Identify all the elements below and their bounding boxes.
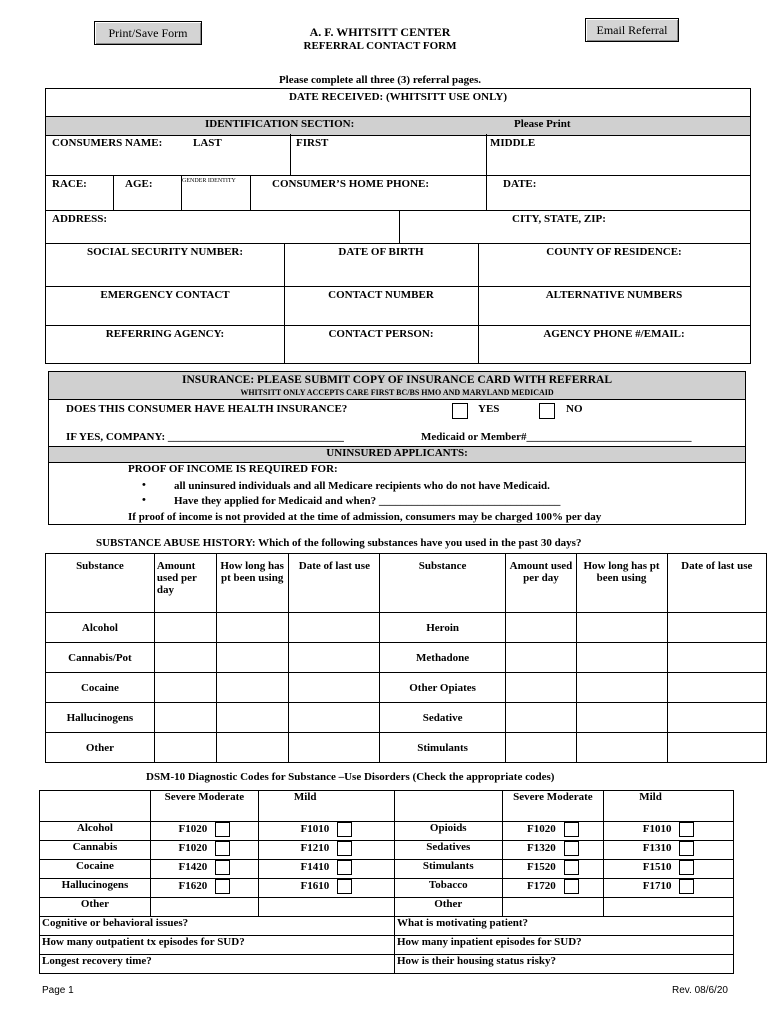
col-how-long: How long has pt been using <box>216 554 288 613</box>
dsm-code: F1410 <box>300 861 330 874</box>
col-date-last-2: Date of last use <box>667 554 766 613</box>
dsm-row-label: Cannabis <box>40 841 151 860</box>
severe-moderate-header: Severe Moderate <box>150 791 258 822</box>
input-cell[interactable] <box>667 613 766 643</box>
input-cell[interactable] <box>288 613 379 643</box>
input-cell[interactable] <box>154 643 216 673</box>
first-name-label[interactable]: FIRST <box>296 137 329 149</box>
dsm-checkbox[interactable] <box>215 822 230 837</box>
dsm-checkbox[interactable] <box>337 879 352 894</box>
input-cell[interactable] <box>576 643 667 673</box>
substance-row-label: Methadone <box>379 643 506 673</box>
dsm-code: F1620 <box>178 880 208 893</box>
dsm-checkbox[interactable] <box>679 841 694 856</box>
insurance-company-field[interactable]: IF YES, COMPANY: ________________________________ <box>66 431 344 443</box>
contact-person-label[interactable]: CONTACT PERSON: <box>328 328 434 340</box>
input-cell[interactable] <box>154 613 216 643</box>
dsm-row-label: Alcohol <box>40 822 151 841</box>
bullet-icon: • <box>142 479 146 491</box>
cognitive-question[interactable]: Cognitive or behavioral issues? <box>40 917 395 936</box>
input-cell[interactable] <box>154 703 216 733</box>
substance-row-label: Cannabis/Pot <box>46 643 155 673</box>
input-cell[interactable] <box>506 643 576 673</box>
input-cell[interactable] <box>576 613 667 643</box>
home-phone-label[interactable]: CONSUMER’S HOME PHONE: <box>272 178 430 190</box>
dsm-code: F1710 <box>642 880 672 893</box>
dsm-checkbox[interactable] <box>337 822 352 837</box>
input-cell[interactable] <box>502 898 604 917</box>
dsm-row-label: Tobacco <box>394 879 502 898</box>
input-cell[interactable] <box>216 643 288 673</box>
dsm-code: F1010 <box>642 823 672 836</box>
dsm-checkbox[interactable] <box>564 860 579 875</box>
mild-header-2: Mild <box>604 791 734 822</box>
input-cell[interactable] <box>576 703 667 733</box>
outpatient-question[interactable]: How many outpatient tx episodes for SUD? <box>40 936 395 955</box>
uninsured-heading: UNINSURED APPLICANTS: <box>326 447 468 459</box>
severe-moderate-header-2: Severe Moderate <box>502 791 604 822</box>
dsm-row-label: Opioids <box>394 822 502 841</box>
dsm-code: F1310 <box>642 842 672 855</box>
date-received-label: DATE RECEIVED: (WHITSITT USE ONLY) <box>288 91 508 103</box>
insurance-yes-checkbox[interactable] <box>452 403 468 419</box>
input-cell[interactable] <box>506 733 576 763</box>
recovery-question[interactable]: Longest recovery time? <box>40 955 395 974</box>
housing-question[interactable]: How is their housing status risky? <box>394 955 733 974</box>
dsm-checkbox[interactable] <box>215 860 230 875</box>
yes-label: YES <box>478 403 500 415</box>
inpatient-question[interactable]: How many inpatient episodes for SUD? <box>394 936 733 955</box>
dsm-checkbox[interactable] <box>679 860 694 875</box>
insurance-note: WHITSITT ONLY ACCEPTS CARE FIRST BC/BS HMO AND MARYLAND MEDICAID <box>240 388 554 397</box>
insurance-no-checkbox[interactable] <box>539 403 555 419</box>
identification-header <box>46 116 750 136</box>
input-cell[interactable] <box>667 733 766 763</box>
dsm-heading: DSM-10 Diagnostic Codes for Substance –Use Disorders (Check the appropriate codes) <box>146 771 555 783</box>
middle-name-label[interactable]: MIDDLE <box>490 137 536 149</box>
dsm-row-label: Hallucinogens <box>40 879 151 898</box>
substance-row-label: Other Opiates <box>379 673 506 703</box>
substance-row-label: Sedative <box>379 703 506 733</box>
alternative-numbers-label[interactable]: ALTERNATIVE NUMBERS <box>545 289 683 301</box>
dsm-code: F1020 <box>527 823 556 836</box>
proof-bullet-1: all uninsured individuals and all Medicare recipients who do not have Medicaid. <box>174 480 550 492</box>
motivating-question[interactable]: What is motivating patient? <box>394 917 733 936</box>
substance-heading: SUBSTANCE ABUSE HISTORY: Which of the following substances have you used in the past 30 days? <box>96 537 582 549</box>
consumer-name-label: CONSUMERS NAME: <box>52 137 163 149</box>
dsm-code: F1420 <box>178 861 208 874</box>
identification-heading: IDENTIFICATION SECTION: <box>205 118 355 130</box>
dsm-row-label: Sedatives <box>394 841 502 860</box>
substance-row-label: Hallucinogens <box>46 703 155 733</box>
revision-date: Rev. 08/6/20 <box>672 985 728 996</box>
instructions: Please complete all three (3) referral pages. <box>278 74 482 86</box>
input-cell[interactable] <box>154 733 216 763</box>
dsm-checkbox[interactable] <box>564 879 579 894</box>
col-how-long-2: How long has pt been using <box>576 554 667 613</box>
input-cell[interactable] <box>604 898 734 917</box>
medicaid-member-field[interactable]: Medicaid or Member#______________________________ <box>421 431 692 443</box>
print-save-button[interactable]: Print/Save Form <box>94 21 202 45</box>
form-title: A. F. WHITSITT CENTER <box>309 25 451 39</box>
dsm-code: F1520 <box>527 861 556 874</box>
page-number: Page 1 <box>42 985 74 996</box>
input-cell[interactable] <box>288 673 379 703</box>
gender-identity-label[interactable]: GENDER IDENTITY <box>182 178 236 184</box>
dsm-row-label: Other <box>394 898 502 917</box>
dsm-code: F1010 <box>300 823 330 836</box>
substance-row-label: Heroin <box>379 613 506 643</box>
mild-header: Mild <box>258 791 394 822</box>
dsm-code: F1020 <box>178 842 208 855</box>
form-subtitle: REFERRAL CONTACT FORM <box>303 40 457 52</box>
input-cell[interactable] <box>216 703 288 733</box>
input-cell[interactable] <box>667 643 766 673</box>
dsm-row-label: Stimulants <box>394 860 502 879</box>
input-cell[interactable] <box>216 733 288 763</box>
dsm-checkbox[interactable] <box>564 822 579 837</box>
dsm-code: F1610 <box>300 880 330 893</box>
substance-row-label: Other <box>46 733 155 763</box>
dsm-row-label: Other <box>40 898 151 917</box>
input-cell[interactable] <box>288 733 379 763</box>
charged-notice: If proof of income is not provided at the time of admission, consumers may be charged 100% per day <box>128 511 602 523</box>
dsm-checkbox[interactable] <box>215 879 230 894</box>
input-cell[interactable] <box>506 703 576 733</box>
dsm-code: F1320 <box>527 842 556 855</box>
input-cell[interactable] <box>258 898 394 917</box>
col-date-last: Date of last use <box>288 554 379 613</box>
last-name-label[interactable]: LAST <box>193 137 222 149</box>
input-cell[interactable] <box>288 643 379 673</box>
proof-required: PROOF OF INCOME IS REQUIRED FOR: <box>128 463 338 475</box>
dob-label[interactable]: DATE OF BIRTH <box>338 246 424 258</box>
input-cell[interactable] <box>576 733 667 763</box>
input-cell[interactable] <box>216 613 288 643</box>
dsm-checkbox[interactable] <box>337 841 352 856</box>
input-cell[interactable] <box>216 673 288 703</box>
age-label[interactable]: AGE: <box>125 178 153 190</box>
col-substance-2: Substance <box>379 554 506 613</box>
dsm-table <box>39 790 734 974</box>
dsm-checkbox[interactable] <box>679 822 694 837</box>
substance-row-label: Alcohol <box>46 613 155 643</box>
col-amount-2: Amount used per day <box>506 554 576 613</box>
substance-row-label: Stimulants <box>379 733 506 763</box>
dsm-code: F1020 <box>178 823 208 836</box>
dsm-row-label: Cocaine <box>40 860 151 879</box>
input-cell[interactable] <box>506 613 576 643</box>
insurance-heading: INSURANCE: PLEASE SUBMIT COPY OF INSURANCE CARD WITH REFERRAL <box>181 374 613 386</box>
dsm-checkbox[interactable] <box>215 841 230 856</box>
county-label[interactable]: COUNTY OF RESIDENCE: <box>546 246 682 258</box>
col-amount: Amount used per day <box>154 554 216 613</box>
date-label[interactable]: DATE: <box>503 178 537 190</box>
input-cell[interactable] <box>667 703 766 733</box>
dsm-checkbox[interactable] <box>679 879 694 894</box>
dsm-checkbox[interactable] <box>564 841 579 856</box>
city-state-zip-label[interactable]: CITY, STATE, ZIP: <box>512 213 606 225</box>
emergency-contact-label[interactable]: EMERGENCY CONTACT <box>100 289 230 301</box>
no-label: NO <box>566 403 583 415</box>
input-cell[interactable] <box>506 673 576 703</box>
dsm-code: F1510 <box>642 861 672 874</box>
substance-row-label: Cocaine <box>46 673 155 703</box>
contact-number-label[interactable]: CONTACT NUMBER <box>328 289 434 301</box>
insurance-question: DOES THIS CONSUMER HAVE HEALTH INSURANCE? <box>66 403 348 415</box>
dsm-checkbox[interactable] <box>337 860 352 875</box>
input-cell[interactable] <box>150 898 258 917</box>
input-cell[interactable] <box>576 673 667 703</box>
input-cell[interactable] <box>154 673 216 703</box>
substance-table <box>45 553 767 763</box>
email-referral-button[interactable]: Email Referral <box>585 18 679 42</box>
proof-bullet-2[interactable]: Have they applied for Medicaid and when? _________________________________ <box>174 495 561 507</box>
referring-agency-label[interactable]: REFERRING AGENCY: <box>105 328 225 340</box>
address-label[interactable]: ADDRESS: <box>52 213 108 225</box>
race-label[interactable]: RACE: <box>52 178 87 190</box>
bullet-icon: • <box>142 494 146 506</box>
agency-phone-label[interactable]: AGENCY PHONE #/EMAIL: <box>543 328 685 340</box>
dsm-code: F1720 <box>527 880 556 893</box>
dsm-code: F1210 <box>300 842 330 855</box>
please-print: Please Print <box>514 118 571 130</box>
col-substance: Substance <box>46 554 155 613</box>
ssn-label[interactable]: SOCIAL SECURITY NUMBER: <box>86 246 244 258</box>
input-cell[interactable] <box>667 673 766 703</box>
input-cell[interactable] <box>288 703 379 733</box>
